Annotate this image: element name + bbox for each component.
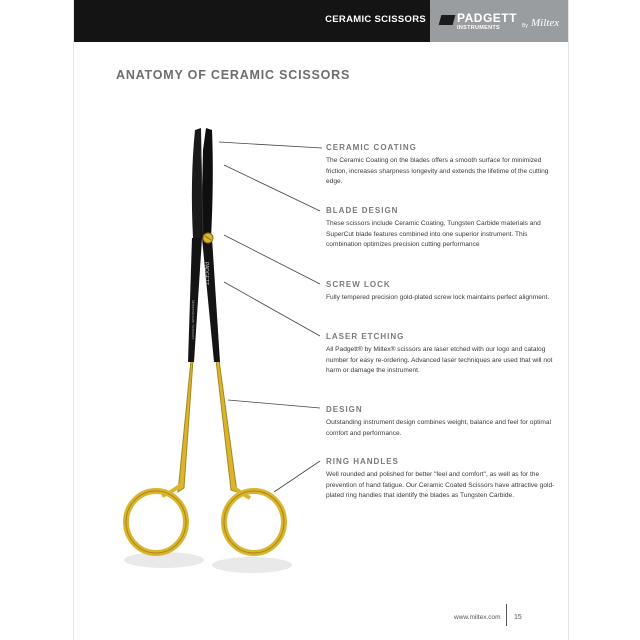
section-title-ceramic-coating: CERAMIC COATING (326, 143, 417, 152)
callout-line-blade-design (224, 165, 320, 211)
section-laser-etching (326, 332, 561, 377)
section-blade-design (326, 206, 561, 251)
section-body-screw-lock: Fully tempered precision gold-plated screw lock maintains perfect alignment. (326, 294, 550, 301)
callout-line-laser-etching (224, 282, 320, 336)
ring-shadow-right (212, 557, 292, 573)
page-heading: ANATOMY OF CERAMIC SCISSORS (116, 68, 351, 82)
left-ring-edge (126, 491, 186, 553)
scissors-illustration (74, 0, 568, 640)
right-coated-shank (202, 238, 220, 362)
brand-by: By (522, 23, 528, 29)
section-body-design: Outstanding instrument design combines weight, balance and feel for optimal comfort and performance. (326, 419, 552, 437)
callout-line-ring-handles (274, 461, 320, 492)
footer-url[interactable]: www.miltex.com (454, 614, 501, 621)
document-page (74, 0, 568, 640)
section-title-screw-lock: SCREW LOCK (326, 280, 391, 289)
callout-line-ceramic-coating (219, 142, 322, 148)
footer-divider (506, 604, 507, 626)
section-title-blade-design: BLADE DESIGN (326, 206, 399, 215)
section-body-ceramic-coating: The Ceramic Coating on the blades offers a smooth surface for minimized friction, increases sharpness longevity and extends the lifetime of the cutting edge. (326, 157, 549, 185)
laser-etching-model: Metzenbaum Scissors (191, 300, 196, 340)
section-body-blade-design: These scissors include Ceramic Coating, Tungsten Carbide materials and SuperCut blade features combined into one superior instrument. This combination optimizes precision cutting performance (326, 220, 541, 248)
right-gold-shank (216, 360, 237, 492)
section-title: CERAMIC SCISSORS (325, 14, 426, 25)
section-ceramic-coating (326, 143, 561, 188)
page-number: 15 (514, 614, 522, 621)
section-screw-lock (326, 280, 561, 304)
callout-line-design (228, 400, 320, 408)
left-blade (192, 128, 203, 238)
section-body-ring-handles: Well rounded and polished for better "feel and comfort", as well as for the prevention of hand fatigue. Our Ceramic Coated Scissors have attractive gold-plated ring handles that identify the blades as Tungsten Carbide. (326, 471, 555, 499)
laser-etching-text: PADGETT (203, 262, 209, 286)
section-ring-handles (326, 457, 561, 502)
brand-sub: INSTRUMENTS (457, 25, 501, 31)
section-title-ring-handles: RING HANDLES (326, 457, 399, 466)
brand-partner: Miltex (531, 17, 560, 29)
brand-name: PADGETT (457, 11, 517, 25)
section-body-laser-etching: All Padgett® by Miltex® scissors are laser etched with our logo and catalog number for easy re-ordering. Advanced laser techniques are used that will not harm or damage the instrument. (326, 346, 553, 374)
left-gold-shank (178, 360, 193, 492)
section-title-design: DESIGN (326, 405, 363, 414)
section-design (326, 405, 561, 439)
right-ring-edge (224, 491, 284, 553)
section-title-laser-etching: LASER ETCHING (326, 332, 405, 341)
callout-line-screw-lock (224, 235, 320, 284)
